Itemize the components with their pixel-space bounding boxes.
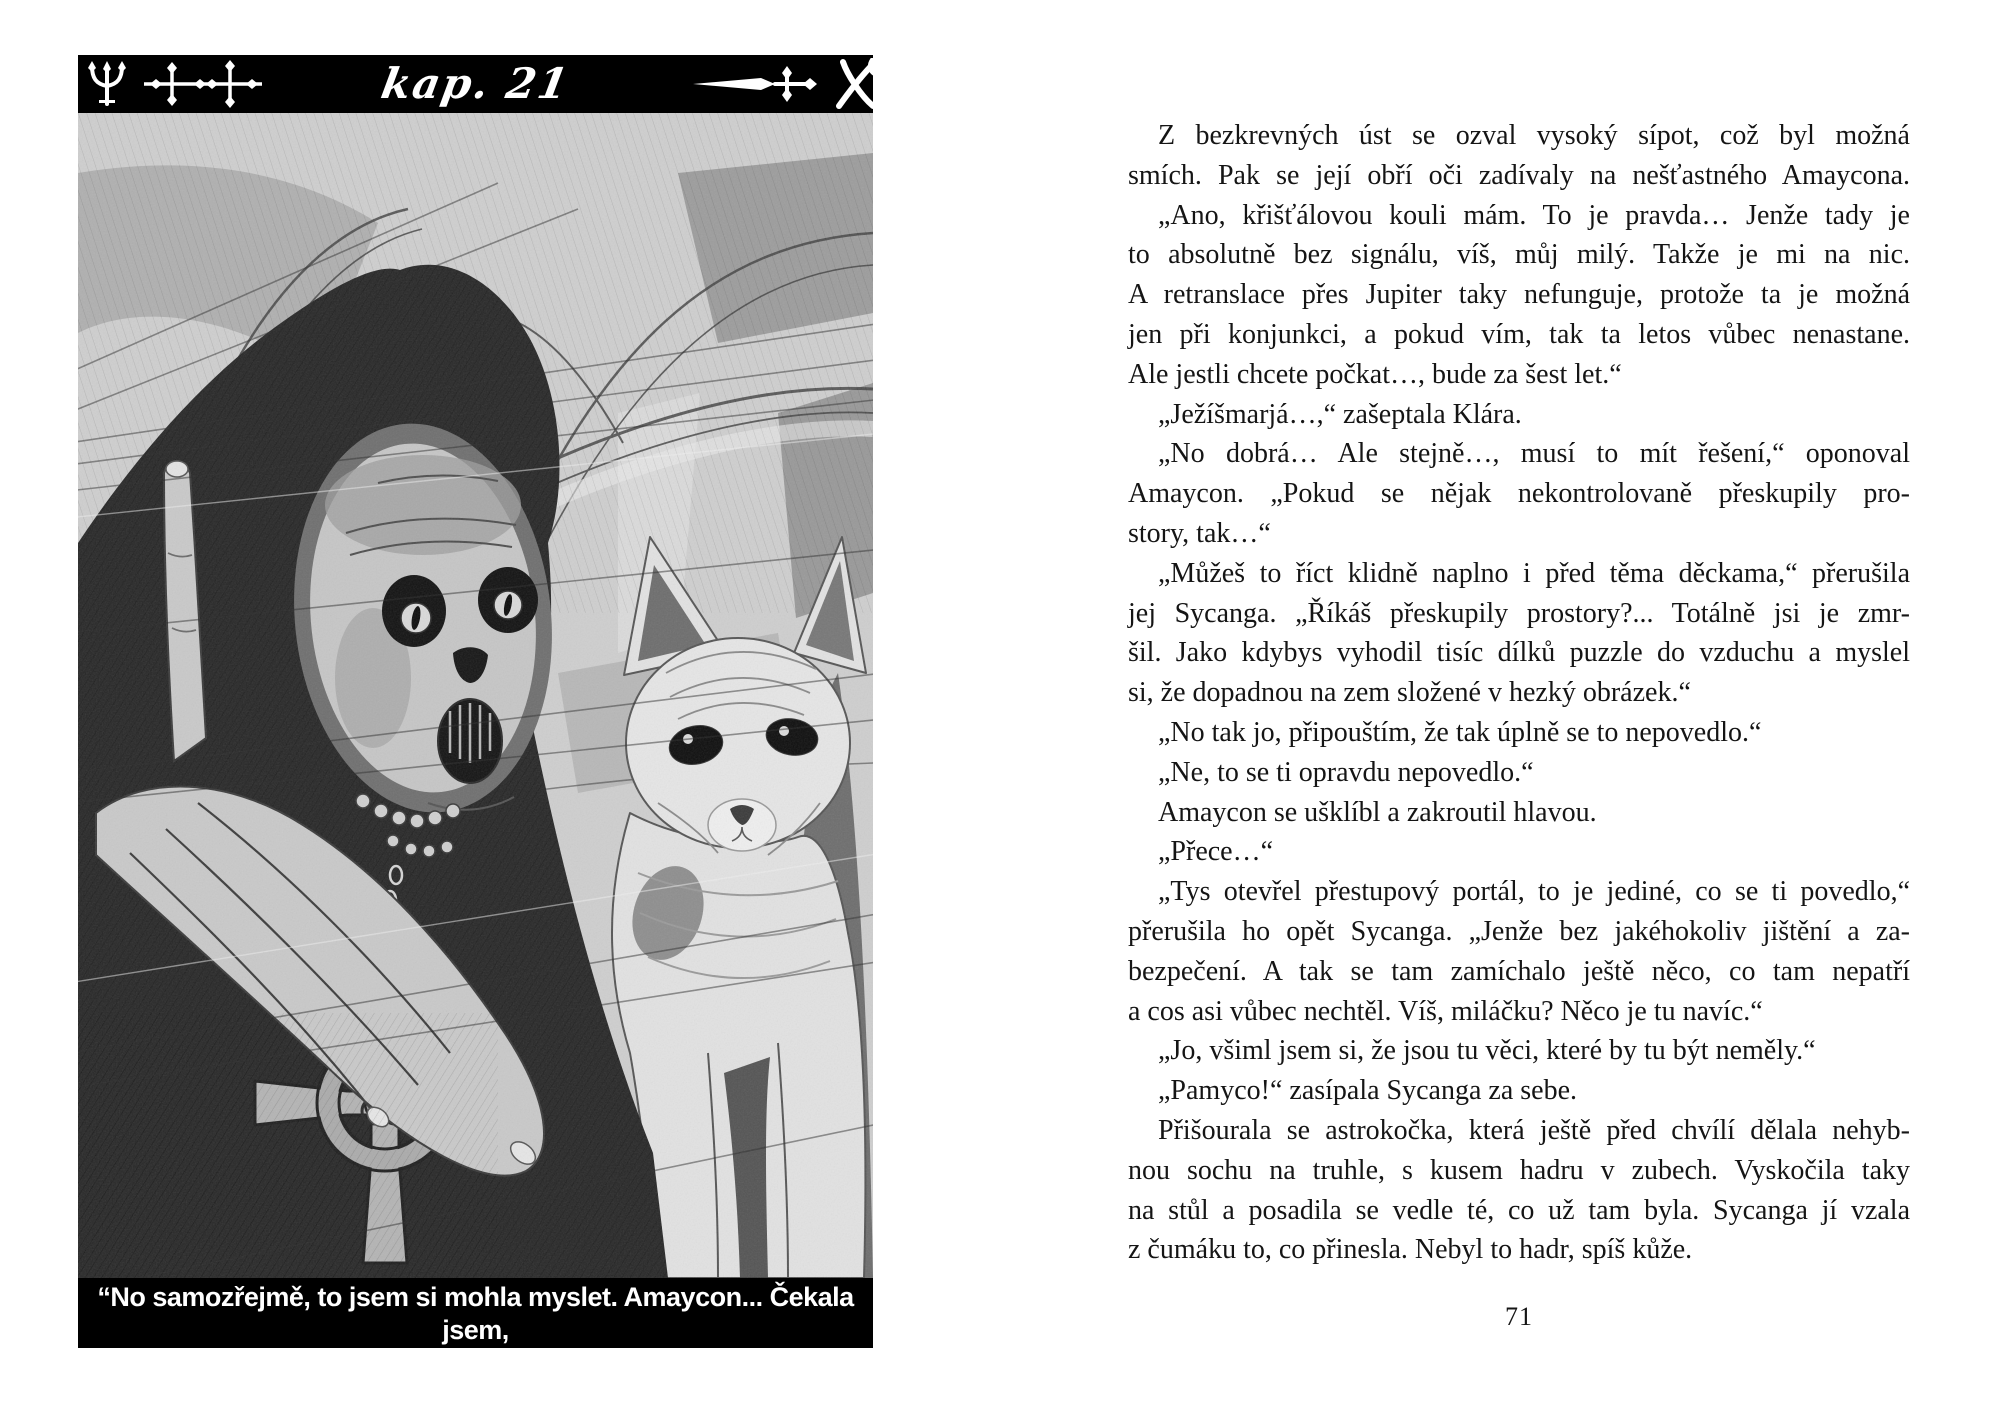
text-line: Z bezkrevných úst se ozval vysoký sípot, což byl možná [1158,120,1910,151]
text-line: Amaycon. „Pokud se nějak nekontrolovaně přeskupily pro- [1128,478,1910,510]
caption-line-1: “No samozřejmě, to jsem si mohla myslet. Amaycon... Čekala jsem, [97,1282,854,1345]
text-line: a cos asi vůbec nechtěl. Víš, miláčku? Něco je tu navíc.“ [1128,995,1763,1027]
text-line: to absolutně bez signálu, víš, můj milý. Takže je mi na nic. [1128,239,1910,271]
text-line: A retranslace přes Jupiter taky nefunguje, protože ta je možná [1128,279,1910,311]
text-line: „Jo, všiml jsem si, že jsou tu věci, které by tu být neměly.“ [1158,1035,1816,1067]
text-line: story, tak…“ [1128,517,1271,549]
text-line: „Pamyco!“ zasípala Sycanga za sebe. [1158,1075,1578,1107]
text-line: si, že dopadnou na zem složené v hezký obrázek.“ [1128,677,1691,709]
text-line: „No tak jo, připouštím, že tak úplně se to nepovedlo.“ [1158,716,1762,748]
text-line: smích. Pak se její obří oči zadívaly na nešťastného Amaycona. [1128,159,1910,191]
text-page [1128,116,1910,1332]
text-line: bezpečení. A tak se tam zamíchalo ještě něco, co tam nepatří [1128,955,1910,987]
text-line: Přišourala se astrokočka, která ještě před chvílí dělala nehyb- [1158,1114,1910,1146]
text-line: šil. Jako kdybys vyhodil tisíc dílků puzzle do vzduchu a myslel [1128,637,1910,669]
illustration-artwork [78,113,873,1278]
chapter-label: kap. 21 [377,59,574,108]
text-line: „Ježíšmarjá…,“ zašeptala Klára. [1158,398,1522,430]
caption-line-2: kdy se objevíš.” [376,1348,575,1378]
caption-bar [78,1278,873,1378]
text-line: „Tys otevřel přestupový portál, to je jediné, co se ti povedlo,“ [1158,876,1910,908]
text-line: „Ano, křišťálovou kouli mám. To je pravda… Jenže tady je [1158,199,1910,231]
text-line: přerušila ho opět Sycanga. „Jenže bez jakéhokoliv jištění a za- [1128,915,1910,947]
text-line: „Přece…“ [1158,836,1274,868]
text-line: nou sochu na truhle, s kusem hadru v zubech. Vyskočila taky [1128,1154,1910,1186]
page-number: 71 [1505,1302,1533,1332]
text-line: z čumáku to, co přinesla. Nebyl to hadr, spíš kůže. [1128,1234,1693,1266]
illustration-page [78,55,873,1378]
text-line: „Ne, to se ti opravdu nepovedlo.“ [1158,756,1534,788]
text-line: jen při konjunkci, a pokud vím, tak ta letos vůbec nenastane. [1128,318,1910,350]
text-line: Ale jestli chcete počkat…, bude za šest let.“ [1128,358,1622,390]
text-line: jej Sycanga. „Říkáš přeskupily prostory?... Totálně jsi je zmr- [1128,597,1910,629]
text-line: na stůl a posadila se vedle té, co už tam byla. Sycanga jí vzala [1128,1194,1910,1226]
text-line: Amaycon se ušklíbl a zakroutil hlavou. [1158,796,1597,828]
text-column [1128,116,1910,1270]
text-line: „No dobrá… Ale stejně…, musí to mít řešení,“ oponoval [1158,438,1910,470]
text-line: „Můžeš to říct klidně naplno i před těma děckama,“ přerušila [1158,557,1910,589]
chapter-header-bar [78,55,873,113]
